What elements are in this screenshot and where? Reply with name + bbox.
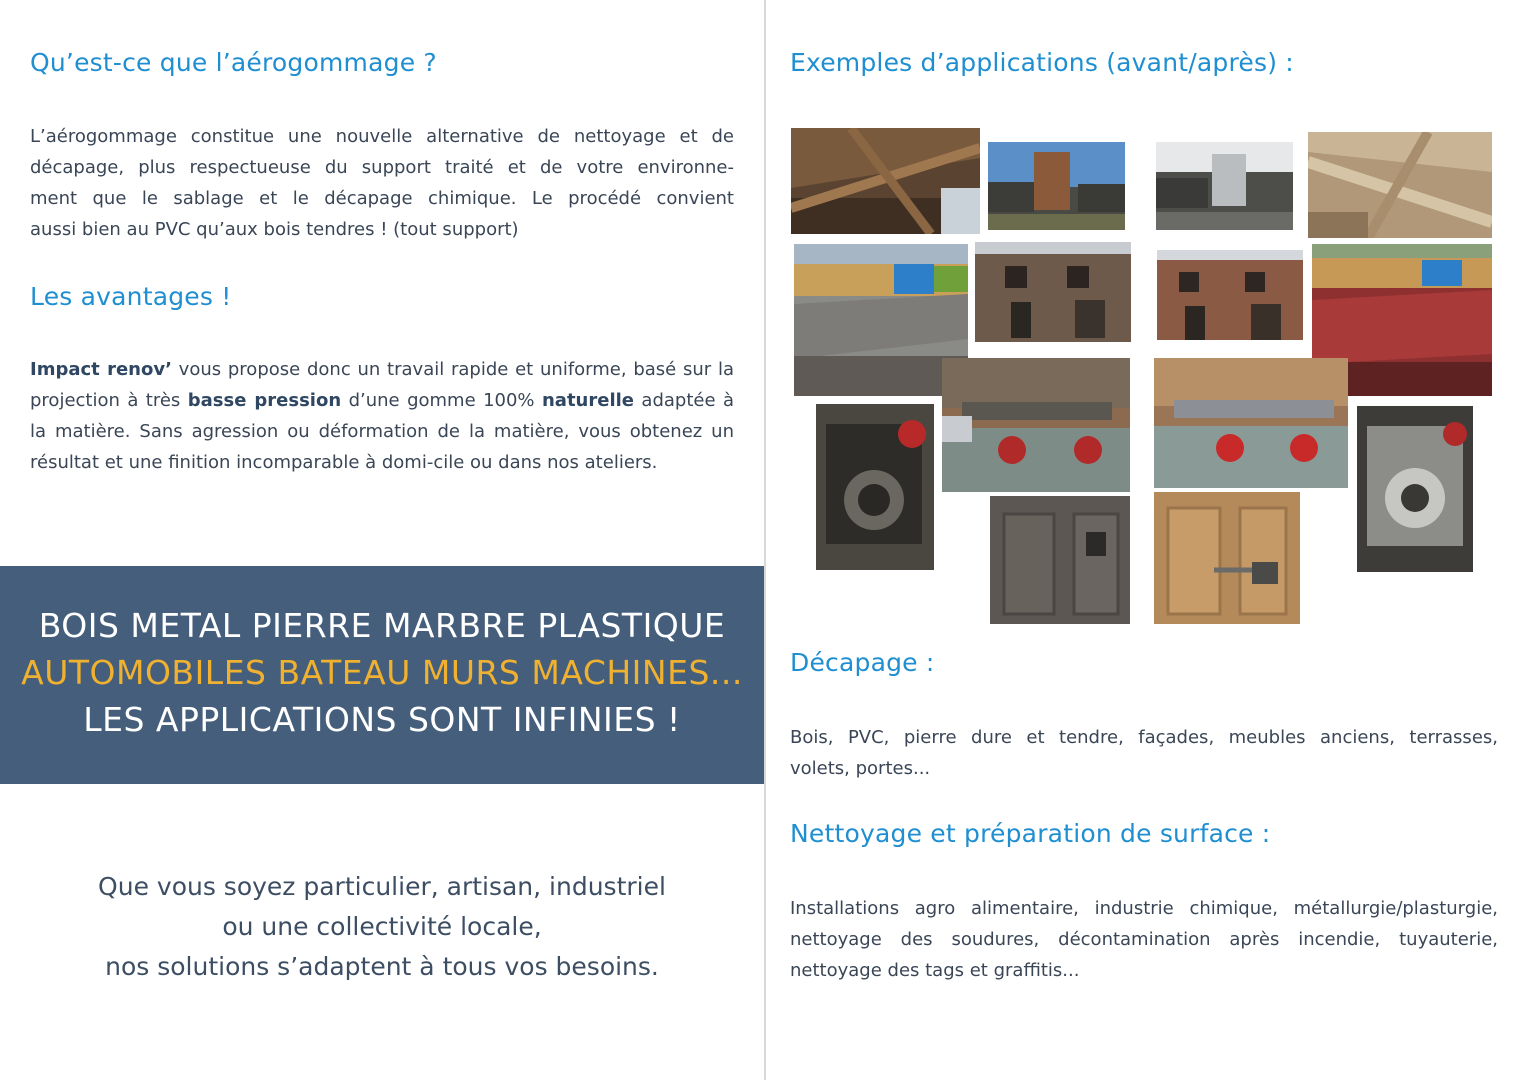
bold-low-pressure: basse pression	[187, 390, 342, 411]
heading-decapage: Décapage :	[790, 648, 935, 677]
nettoyage-line-3: nettoyage des tags et graffitis...	[790, 960, 1080, 981]
photo-engine-after	[1357, 406, 1473, 572]
intro-line-2: décapage, plus respectueuse du support traité et de votre environne-	[30, 157, 734, 178]
photo-timber-before	[791, 128, 980, 234]
advantages-paragraph	[30, 354, 734, 478]
photo-engine-before	[816, 404, 934, 570]
nettoyage-line-2: nettoyage des soudures, décontamination après incendie, tuyauterie,	[790, 929, 1498, 950]
materials-banner	[0, 566, 764, 784]
decapage-line-1: Bois, PVC, pierre dure et tendre, façades, meubles anciens, terrasses,	[790, 727, 1498, 748]
heading-examples: Exemples d’applications (avant/après) :	[790, 48, 1294, 77]
audience-line-3: nos solutions s’adaptent à tous vos besoins.	[105, 952, 659, 981]
photo-door-before	[990, 496, 1130, 624]
photo-silo-before	[988, 142, 1125, 230]
audience-line-1: Que vous soyez particulier, artisan, industriel	[98, 872, 666, 901]
banner-infinite: LES APPLICATIONS SONT INFINIES !	[83, 700, 681, 739]
advantages-text-2: d’une gomme 100%	[341, 390, 542, 411]
intro-line-3: ment que le sablage et le décapage chimique. Le procédé convient	[30, 188, 734, 209]
photo-chassis-before	[942, 358, 1130, 492]
bold-natural: naturelle	[541, 390, 634, 411]
photo-house-after	[1157, 250, 1303, 340]
heading-what-is-aerogommage: Qu’est-ce que l’aérogommage ?	[30, 48, 437, 77]
photo-silo-after	[1156, 142, 1293, 230]
intro-line-4: aussi bien au PVC qu’aux bois tendres ! (tout support)	[30, 219, 519, 240]
intro-line-1: L’aérogommage constitue une nouvelle alternative de nettoyage et de	[30, 126, 734, 147]
photo-chassis-after	[1154, 358, 1348, 488]
brand-name: Impact renov’	[30, 359, 172, 380]
decapage-line-2: volets, portes...	[790, 758, 931, 779]
banner-materials: BOIS METAL PIERRE MARBRE PLASTIQUE	[38, 606, 726, 645]
banner-uses: AUTOMOBILES BATEAU MURS MACHINES...	[21, 653, 743, 692]
photo-timber-after	[1308, 132, 1492, 238]
photo-house-before	[975, 242, 1131, 342]
advantages-text-1: vous propose donc un travail rapide et uniforme, basé sur la projection à très	[30, 359, 734, 411]
heading-nettoyage: Nettoyage et préparation de surface :	[790, 819, 1271, 848]
heading-advantages: Les avantages !	[30, 282, 232, 311]
nettoyage-line-1: Installations agro alimentaire, industrie chimique, métallurgie/plasturgie,	[790, 898, 1498, 919]
advantages-text-3: adaptée à la matière. Sans agression ou déformation de la matière, vous obtenez un résultat et une finition incomparable à domi-cile ou dans nos ateliers.	[30, 390, 735, 473]
photo-door-after	[1154, 492, 1300, 624]
right-page	[766, 0, 1528, 1080]
audience-line-2: ou une collectivité locale,	[222, 912, 542, 941]
